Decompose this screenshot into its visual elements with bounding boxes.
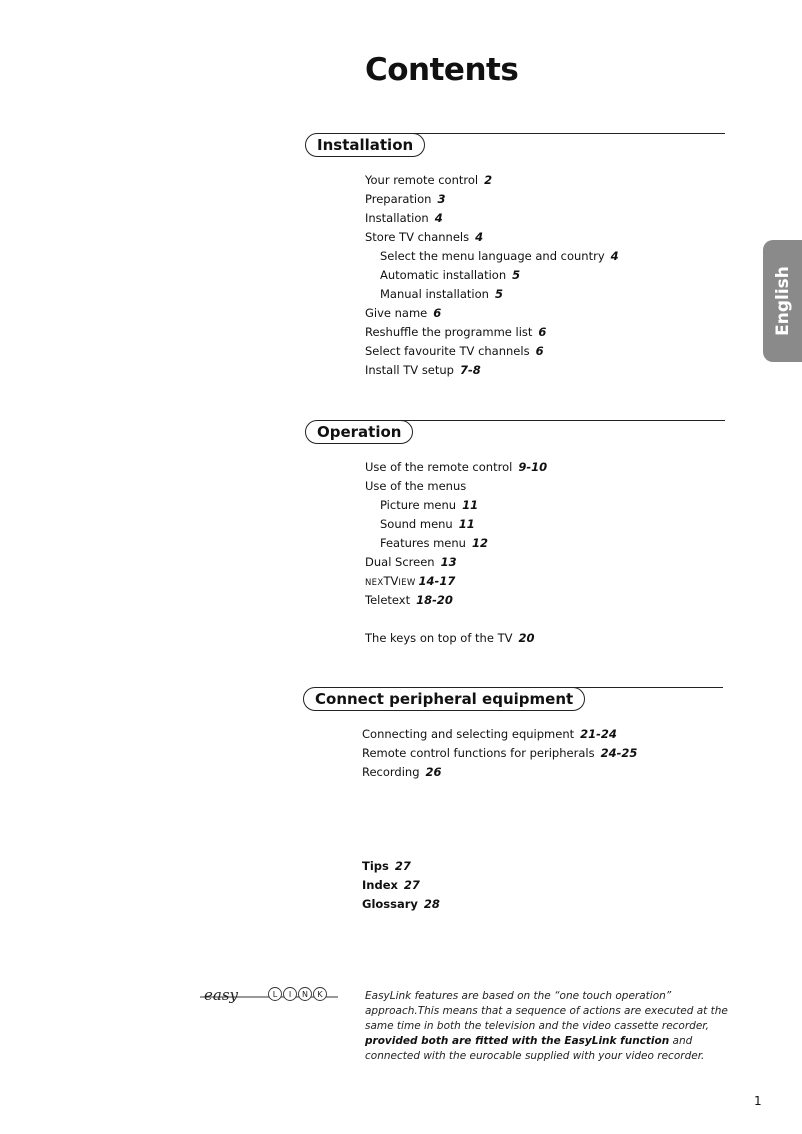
page-ref: 9-10 — [518, 460, 548, 474]
toc-entry[interactable]: Connecting and selecting equipment 21-24 — [362, 727, 617, 741]
page-ref: 3 — [437, 192, 446, 206]
toc-entry[interactable]: NEXTVIEW 14-17 — [365, 574, 456, 588]
page-ref: 27 — [394, 859, 411, 873]
toc-entry[interactable]: Select favourite TV channels 6 — [365, 344, 544, 358]
installation-entries — [365, 171, 619, 380]
toc-subentry[interactable]: Features menu 12 — [380, 536, 488, 550]
toc-entry[interactable]: The keys on top of the TV 20 — [365, 631, 535, 645]
spacer — [365, 610, 547, 629]
toc-entry[interactable]: Recording 26 — [362, 765, 442, 779]
page-ref: 24-25 — [600, 746, 638, 760]
operation-entries — [365, 458, 547, 648]
toc-subentry[interactable]: Automatic installation 5 — [380, 268, 521, 282]
toc-entry-glossary[interactable]: Glossary 28 — [362, 897, 440, 911]
page-ref: 4 — [475, 230, 484, 244]
language-tab-label: English — [772, 266, 793, 336]
toc-subentry[interactable]: Manual installation 5 — [380, 287, 503, 301]
page-ref: 5 — [494, 287, 503, 301]
easylink-letter: L — [272, 990, 278, 999]
page-ref: 12 — [471, 536, 488, 550]
easylink-letter: I — [288, 990, 292, 999]
page-ref: 27 — [403, 878, 420, 892]
page-ref: 13 — [440, 555, 457, 569]
page-ref: 11 — [458, 517, 475, 531]
toc-entry[interactable]: Installation 4 — [365, 211, 443, 225]
peripheral-entries — [362, 725, 637, 782]
easylink-letter: N — [302, 990, 308, 999]
toc-entry[interactable]: Preparation 3 — [365, 192, 446, 206]
extras-entries — [362, 857, 440, 914]
easylink-logo-script: easy — [204, 986, 238, 1004]
toc-entry[interactable]: Store TV channels 4 — [365, 230, 484, 244]
page-ref: 28 — [423, 897, 440, 911]
section-heading-peripheral: Connect peripheral equipment — [303, 687, 585, 711]
toc-entry[interactable]: Reshuffle the programme list 6 — [365, 325, 547, 339]
toc-entry[interactable]: Dual Screen 13 — [365, 555, 457, 569]
toc-subentry[interactable]: Sound menu 11 — [380, 517, 475, 531]
section-rule — [380, 420, 725, 421]
page-number: 1 — [754, 1094, 762, 1108]
easylink-letter: K — [317, 990, 323, 999]
page-title: Contents — [365, 52, 519, 88]
page-ref: 21-24 — [580, 727, 617, 741]
page-ref: 2 — [484, 173, 493, 187]
toc-entry[interactable]: Use of the menus — [365, 479, 467, 493]
page-ref: 5 — [512, 268, 521, 282]
page-ref: 18-20 — [416, 593, 453, 607]
page-ref: 6 — [535, 344, 544, 358]
toc-entry[interactable]: Teletext 18-20 — [365, 593, 453, 607]
toc-entry[interactable]: Use of the remote control 9-10 — [365, 460, 548, 474]
toc-entry-index[interactable]: Index 27 — [362, 878, 420, 892]
toc-subentry[interactable]: Picture menu 11 — [380, 498, 479, 512]
language-tab — [763, 240, 802, 362]
toc-entry[interactable]: Install TV setup 7-8 — [365, 363, 481, 377]
easylink-logo — [200, 984, 338, 1008]
page-ref: 20 — [518, 631, 535, 645]
toc-entry[interactable]: Remote control functions for peripherals 24-25 — [362, 746, 638, 760]
page-ref: 14-17 — [418, 574, 456, 588]
section-rule — [380, 133, 725, 134]
page-ref: 11 — [462, 498, 479, 512]
page-ref: 4 — [610, 249, 619, 263]
toc-entry[interactable]: Your remote control 2 — [365, 173, 493, 187]
toc-subentry[interactable]: Select the menu language and country 4 — [380, 249, 619, 263]
easylink-description: EasyLink features are based on the “one touch operation” approach.This means that a sequence of actions are executed at the same time in both the television and the video cassette recorder, provided both are fitted with the EasyLink function and connected with the eurocable supplied with your video recorder. — [365, 990, 728, 1062]
page-ref: 26 — [425, 765, 442, 779]
page-ref: 6 — [538, 325, 547, 339]
toc-entry-tips[interactable]: Tips 27 — [362, 859, 411, 873]
page-ref: 6 — [433, 306, 442, 320]
page-ref: 7-8 — [460, 363, 481, 377]
section-heading-installation: Installation — [305, 133, 425, 157]
page-ref: 4 — [434, 211, 443, 225]
section-heading-operation: Operation — [305, 420, 413, 444]
toc-entry[interactable]: Give name 6 — [365, 306, 442, 320]
